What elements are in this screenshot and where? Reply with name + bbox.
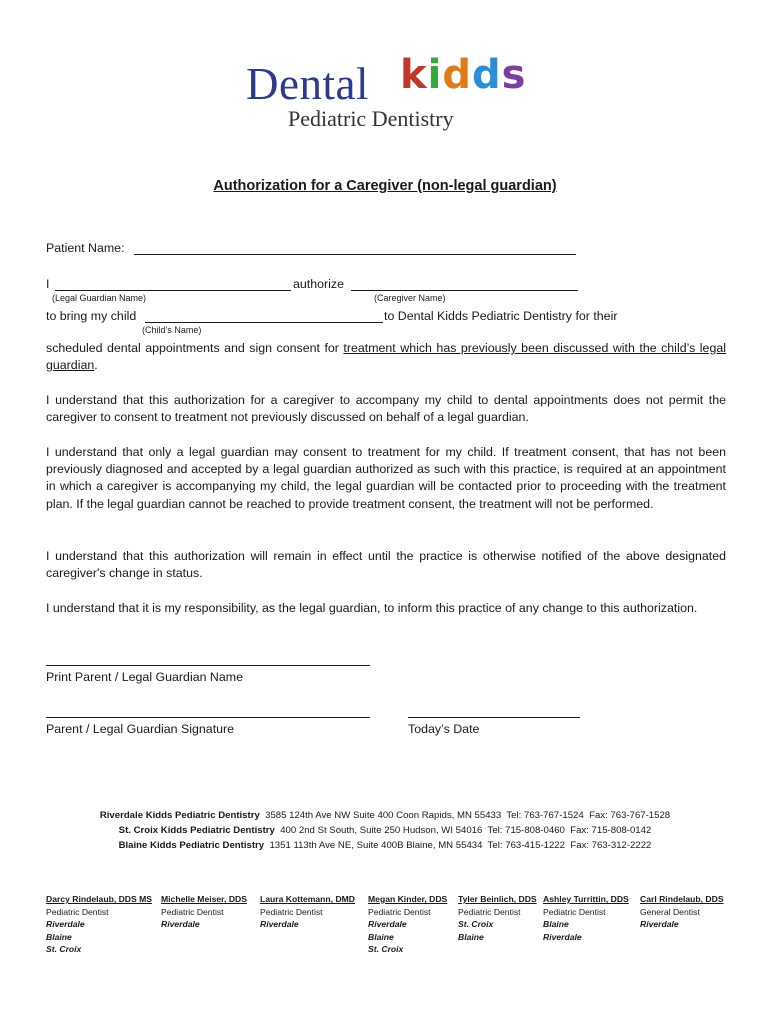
paragraph-2: I understand that only a legal guardian may consent to treatment for my child. If treatment consent, that has not been previously diagnosed and accepted by a legal guardian authorized as such with this practice, is required at an appointment in which a caregiver is accompanying my child, the legal guardian will be contacted prior to proceeding with the treatment plan. If the legal guardian cannot be reached to provide treatment consent, the treatment will not be performed. xyxy=(46,445,726,511)
dentist-column xyxy=(640,893,724,931)
date-field[interactable] xyxy=(408,717,580,718)
dentist-column xyxy=(260,893,355,931)
scheduled-paragraph xyxy=(46,340,726,374)
location-name: Riverdale Kidds Pediatric Dentistry xyxy=(99,810,260,821)
dentist-column xyxy=(543,893,629,943)
print-name-label: Print Parent / Legal Guardian Name xyxy=(46,670,243,684)
dentist-column xyxy=(46,893,152,956)
guardian-caption: (Legal Guardian Name) xyxy=(52,293,147,303)
patient-name-row xyxy=(46,240,125,257)
signature-label: Parent / Legal Guardian Signature xyxy=(46,722,235,736)
dentist-location: Riverdale xyxy=(543,931,582,942)
location-line xyxy=(0,808,770,823)
paragraph-4: I understand that it is my responsibility, as the legal guardian, to inform this practice of any change to this authorization. xyxy=(46,601,698,615)
dentist-name: Carl Rindelaub, DDS xyxy=(640,894,724,904)
bring-label: to bring my child xyxy=(46,309,137,323)
logo-kidds-word xyxy=(400,52,526,98)
date-label: Today’s Date xyxy=(408,722,480,736)
dentist-location: Blaine xyxy=(368,931,394,942)
location-name: Blaine Kidds Pediatric Dentistry xyxy=(118,840,265,851)
logo-letter: s xyxy=(501,52,527,98)
caregiver-caption: (Caregiver Name) xyxy=(374,293,446,303)
dentist-name: Laura Kottemann, DMD xyxy=(260,894,356,904)
logo-subtitle: Pediatric Dentistry xyxy=(288,106,454,131)
scheduled-end: . xyxy=(94,358,98,373)
logo-letter: i xyxy=(427,52,443,98)
logo-letter: k xyxy=(400,52,428,98)
dentist-name: Tyler Beinlich, DDS xyxy=(458,894,537,904)
dentist-location: St. Croix xyxy=(368,944,404,954)
dentist-location: St. Croix xyxy=(46,944,82,954)
dentist-title: Pediatric Dentist xyxy=(260,906,323,917)
signature-field[interactable] xyxy=(46,717,370,718)
paragraph-3: I understand that this authorization will remain in effect until the practice is otherwise notified of the above designated caregiver's change in status. xyxy=(46,549,726,581)
caregiver-name-field[interactable] xyxy=(351,290,578,291)
i-label: I xyxy=(46,277,50,291)
dentist-title: Pediatric Dentist xyxy=(543,906,606,917)
location-address: 400 2nd St South, Suite 250 Hudson, WI 54016 xyxy=(280,825,483,836)
scheduled-text: scheduled dental appointments and sign consent for xyxy=(46,341,344,355)
dentist-title: General Dentist xyxy=(640,906,700,917)
location-fax: Fax: 763-767-1528 xyxy=(589,810,671,821)
dentist-location: Riverdale xyxy=(368,919,407,929)
logo-letter: d xyxy=(442,52,472,98)
dentist-location: Blaine xyxy=(458,931,484,942)
dentist-location: Riverdale xyxy=(260,919,299,929)
dentist-name: Darcy Rindelaub, DDS MS xyxy=(46,894,153,904)
bring-tail: to Dental Kidds Pediatric Dentistry for their xyxy=(384,309,618,323)
dentist-name: Megan Kinder, DDS xyxy=(368,894,448,904)
location-fax: Fax: 763-312-2222 xyxy=(570,840,652,851)
child-name-field[interactable] xyxy=(145,322,383,323)
dentist-name: Michelle Meiser, DDS xyxy=(161,894,247,904)
logo-letter: d xyxy=(471,52,502,98)
location-tel: Tel: 763-415-1222 xyxy=(487,840,565,851)
patient-name-label: Patient Name: xyxy=(46,241,125,255)
scheduled-underlined: treatment which has previously been discussed with the child’s legal guardian xyxy=(46,341,726,373)
dentist-location: Riverdale xyxy=(161,919,200,929)
dentist-location: Blaine xyxy=(46,931,72,942)
child-caption: (Child’s Name) xyxy=(142,325,202,335)
dentist-title: Pediatric Dentist xyxy=(458,906,521,917)
dentist-location: Riverdale xyxy=(640,919,679,929)
dentist-column xyxy=(458,893,537,943)
dentist-location: St. Croix xyxy=(458,919,494,929)
location-address: 1351 113th Ave NE, Suite 400B Blaine, MN 55434 xyxy=(269,840,483,851)
logo-dental-word: Dental xyxy=(246,59,369,109)
dentist-name: Ashley Turrittin, DDS xyxy=(543,894,629,904)
dentist-title: Pediatric Dentist xyxy=(161,906,224,917)
location-tel: Tel: 715-808-0460 xyxy=(487,825,565,836)
dentist-column xyxy=(161,893,247,931)
dentist-title: Pediatric Dentist xyxy=(368,906,431,917)
dentist-column xyxy=(368,893,447,956)
location-fax: Fax: 715-808-0142 xyxy=(570,825,652,836)
location-tel: Tel: 763-767-1524 xyxy=(506,810,584,821)
print-name-field[interactable] xyxy=(46,665,370,666)
authorize-label: authorize xyxy=(293,277,344,291)
dentist-title: Pediatric Dentist xyxy=(46,906,109,917)
guardian-name-field[interactable] xyxy=(55,290,291,291)
paragraph-1: I understand that this authorization for a caregiver to accompany my child to dental appointments does not permit the caregiver to consent to treatment not previously discussed on behalf of a legal guardian. xyxy=(46,393,726,425)
location-line xyxy=(0,838,770,853)
location-line xyxy=(0,823,770,838)
patient-name-field[interactable] xyxy=(134,254,576,255)
dentist-location: Blaine xyxy=(543,919,569,929)
page-title: Authorization for a Caregiver (non-legal guardian) xyxy=(213,178,557,194)
location-name: St. Croix Kidds Pediatric Dentistry xyxy=(118,825,275,836)
location-address: 3585 124th Ave NW Suite 400 Coon Rapids, MN 55433 xyxy=(265,810,502,821)
dentist-location: Riverdale xyxy=(46,919,85,929)
